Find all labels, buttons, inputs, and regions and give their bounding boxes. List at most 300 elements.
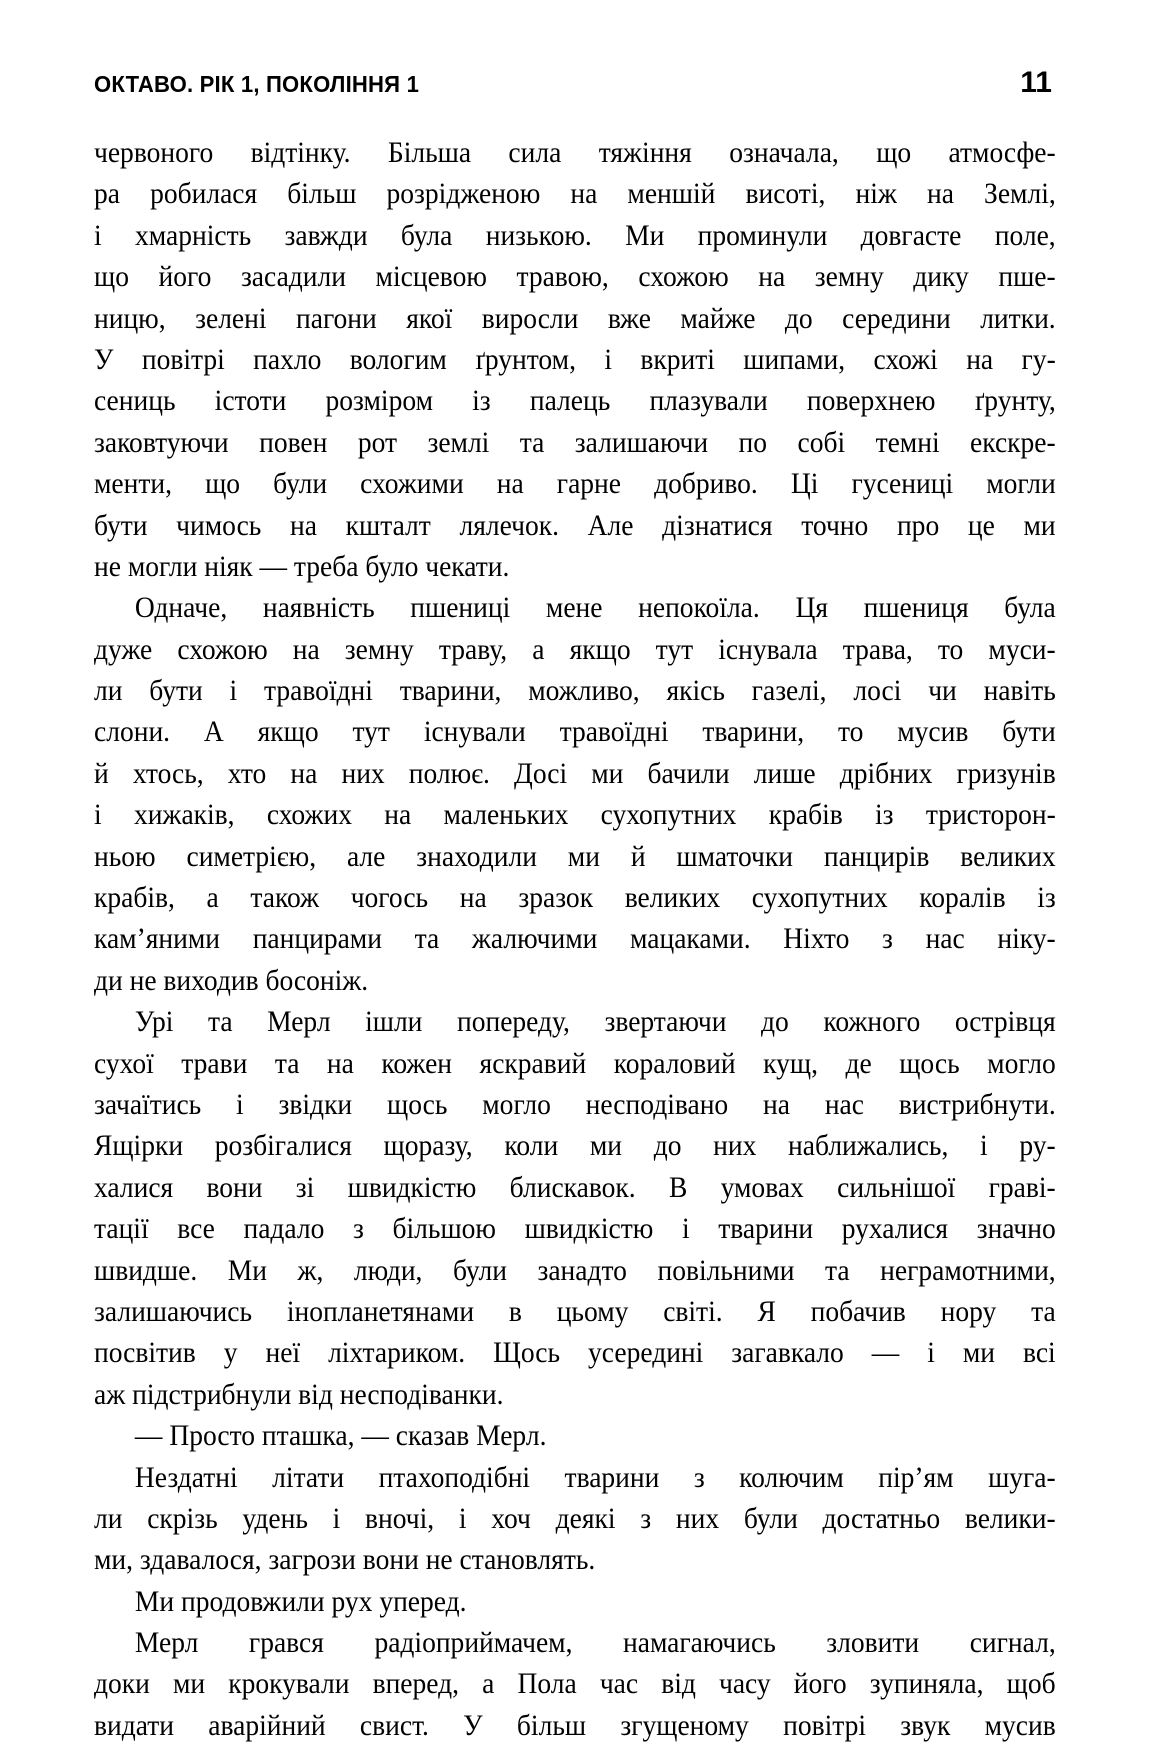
text-line xyxy=(94,1251,1056,1292)
word: травоїдні xyxy=(559,716,669,749)
text-line xyxy=(94,919,1056,960)
word: палець xyxy=(529,385,611,418)
word: ліхтариком. xyxy=(328,1337,466,1370)
word: засадили xyxy=(240,261,347,294)
word: світі. xyxy=(663,1295,723,1328)
word: сениць xyxy=(94,385,176,418)
text-line: аж підстрибнули від несподіванки. xyxy=(94,1378,504,1411)
word: його xyxy=(158,261,212,294)
word: чогось xyxy=(350,882,429,915)
word: і xyxy=(980,1130,988,1163)
word: пшениця xyxy=(863,592,969,625)
word: та xyxy=(1031,1295,1056,1328)
text-line xyxy=(94,174,1056,215)
word: загавкало xyxy=(731,1337,844,1370)
word: його xyxy=(793,1668,847,1701)
word: яскравий xyxy=(479,1047,587,1080)
word: могло xyxy=(482,1088,551,1121)
word: зелені xyxy=(195,302,267,335)
word: сухої xyxy=(94,1047,154,1080)
word: аварійний xyxy=(208,1709,326,1742)
word: щоразу, xyxy=(383,1130,473,1163)
word: мусив xyxy=(897,716,969,749)
word: щось xyxy=(387,1088,448,1121)
word: щоб xyxy=(1006,1668,1056,1701)
page-number: 11 xyxy=(1020,66,1052,99)
word: Урі xyxy=(134,1006,174,1039)
word: з xyxy=(882,923,893,956)
word: із xyxy=(472,385,491,418)
word: чимось xyxy=(176,509,262,542)
word: а xyxy=(206,882,219,915)
word: умовах xyxy=(720,1171,804,1204)
word: цьому xyxy=(556,1295,629,1328)
text-line xyxy=(94,1333,1056,1374)
word: значно xyxy=(976,1213,1056,1246)
text-line xyxy=(94,712,1056,753)
word: ми xyxy=(962,1337,996,1370)
word: були xyxy=(452,1254,507,1287)
word: пше- xyxy=(998,261,1056,294)
word: на xyxy=(758,261,786,294)
word: часу xyxy=(719,1668,771,1701)
word: якщо xyxy=(257,716,319,749)
word: то xyxy=(937,633,964,666)
word: дізнатися xyxy=(662,509,773,542)
word: на xyxy=(926,178,954,211)
word: зупиняла, xyxy=(869,1668,984,1701)
word: падало xyxy=(243,1213,325,1246)
word: середини xyxy=(842,302,951,335)
word: пагони xyxy=(295,302,377,335)
word: то xyxy=(837,716,864,749)
word: посвітив xyxy=(94,1337,196,1370)
word: і xyxy=(94,799,102,832)
word: тварини, xyxy=(702,716,805,749)
word: ли xyxy=(94,675,123,708)
word: час xyxy=(599,1668,639,1701)
word: тристорон- xyxy=(925,799,1056,832)
word: з xyxy=(693,1461,705,1494)
word: могли xyxy=(986,468,1056,501)
word: а xyxy=(482,1668,495,1701)
word: земну xyxy=(814,261,884,294)
word: вперед, xyxy=(372,1668,460,1701)
word: можливо, xyxy=(528,675,640,708)
word: них xyxy=(675,1502,720,1535)
word: лише xyxy=(753,757,816,790)
word: пір’ям xyxy=(878,1461,954,1494)
word: ру- xyxy=(1019,1130,1056,1163)
word: литки. xyxy=(980,302,1056,335)
word: повен xyxy=(259,426,328,459)
word: ж, xyxy=(297,1254,324,1287)
word: зразок xyxy=(518,882,594,915)
word: ніку- xyxy=(997,923,1056,956)
word: ніж xyxy=(855,178,897,211)
word: усередині xyxy=(588,1337,704,1370)
word: та xyxy=(207,1006,233,1039)
word: дрібних xyxy=(839,757,933,790)
text-line xyxy=(94,340,1056,381)
word: до xyxy=(784,302,813,335)
text-line xyxy=(94,1623,1056,1664)
word: повільними xyxy=(657,1254,795,1287)
word: острівця xyxy=(954,1006,1056,1039)
word: хмарність xyxy=(135,219,252,252)
word: місцевою xyxy=(375,261,487,294)
word: в xyxy=(508,1295,522,1328)
word: більшою xyxy=(392,1213,496,1246)
word: скрізь xyxy=(147,1502,218,1535)
word: вночі, xyxy=(365,1502,435,1535)
word: більш xyxy=(287,178,357,211)
word: на xyxy=(292,633,320,666)
word: вже xyxy=(607,302,651,335)
text-line: — Просто пташка, — сказав Мерл. xyxy=(134,1420,547,1453)
word: удень xyxy=(242,1502,308,1535)
word: дуже xyxy=(94,633,153,666)
word: що xyxy=(876,137,912,169)
word: крокували xyxy=(228,1668,350,1701)
word: шипами, xyxy=(743,343,846,376)
word: кам’яними xyxy=(94,923,221,956)
word: птахоподібні xyxy=(378,1461,531,1494)
word: була xyxy=(1004,592,1056,625)
word: жалючими xyxy=(471,923,598,956)
word: бути xyxy=(1002,716,1056,749)
word: залишаючи xyxy=(574,426,709,459)
word: вистрибнути. xyxy=(898,1088,1056,1121)
word: радіоприймачем, xyxy=(374,1627,573,1660)
word: що xyxy=(94,261,129,294)
word: тварини, xyxy=(399,675,502,708)
word: гусениці xyxy=(851,468,954,501)
word: полює. xyxy=(408,757,490,790)
word: і xyxy=(236,1088,244,1121)
text-line xyxy=(94,1664,1056,1705)
word: трави xyxy=(181,1047,248,1080)
word: непокоїла. xyxy=(638,592,760,625)
word: люди, xyxy=(353,1254,423,1287)
word: виросли xyxy=(481,302,579,335)
word: дику xyxy=(913,261,969,294)
word: всі xyxy=(1023,1337,1056,1370)
word: мусив xyxy=(984,1709,1056,1742)
word: робилася xyxy=(150,178,258,211)
word: й xyxy=(94,757,109,790)
text-line xyxy=(94,1209,1056,1250)
word: лялечок. xyxy=(459,509,559,542)
word: швидкістю xyxy=(347,1171,477,1204)
word: грався xyxy=(248,1627,324,1660)
word: ми xyxy=(172,1668,206,1701)
word: червоного xyxy=(94,137,214,169)
word: ли xyxy=(94,1502,123,1535)
word: Ці xyxy=(790,468,819,501)
word: В xyxy=(668,1171,688,1204)
word: все xyxy=(177,1213,215,1246)
word: достатньо xyxy=(822,1502,941,1535)
word: це xyxy=(967,509,995,542)
word: на xyxy=(966,343,994,376)
word: видати xyxy=(94,1709,174,1742)
word: сигнал, xyxy=(969,1627,1056,1660)
word: тації xyxy=(94,1213,149,1246)
word: сухопутних xyxy=(600,799,737,832)
word: схожими xyxy=(360,468,464,501)
word: відтінку. xyxy=(250,137,351,169)
word: звук xyxy=(900,1709,951,1742)
word: і xyxy=(94,219,102,252)
word: на xyxy=(459,882,487,915)
word: кожен xyxy=(381,1047,453,1080)
word: на xyxy=(496,468,524,501)
word: звідки xyxy=(278,1088,353,1121)
text-line xyxy=(94,795,1056,836)
word: ницю, xyxy=(94,302,166,335)
word: траву, xyxy=(438,633,508,666)
word: доки xyxy=(94,1668,150,1701)
text-line xyxy=(94,588,1056,629)
word: наближались, xyxy=(788,1130,949,1163)
word: та xyxy=(274,1047,300,1080)
word: завжди xyxy=(284,219,368,252)
word: У xyxy=(94,343,114,376)
word: трава, xyxy=(842,633,913,666)
word: на xyxy=(763,1088,790,1121)
word: розбігалися xyxy=(214,1130,352,1163)
word: ґрунту, xyxy=(974,385,1056,418)
word: повітрі xyxy=(783,1709,867,1742)
word: розміром xyxy=(325,385,433,418)
word: гарне xyxy=(556,468,622,501)
word: рот xyxy=(357,426,398,459)
word: бачили xyxy=(647,757,730,790)
word: наявність xyxy=(262,592,375,625)
word: і xyxy=(927,1337,935,1370)
word: з xyxy=(353,1213,364,1246)
word: довгасте xyxy=(860,219,962,252)
word: тут xyxy=(352,716,390,749)
word: літати xyxy=(272,1461,345,1494)
word: сухопутних xyxy=(751,882,888,915)
word: симетрією, xyxy=(186,840,317,873)
word: і xyxy=(229,675,238,708)
word: розрідженою xyxy=(386,178,541,211)
word: були xyxy=(743,1502,798,1535)
word: що xyxy=(205,468,241,501)
word: майже xyxy=(680,302,756,335)
word: них xyxy=(713,1130,757,1163)
word: швидкістю xyxy=(524,1213,654,1246)
word: вологим xyxy=(349,343,447,376)
word: ґрунтом, xyxy=(475,343,576,376)
word: інопланетянами xyxy=(286,1295,475,1328)
text-line xyxy=(94,1292,1056,1333)
word: висоті, xyxy=(745,178,826,211)
word: зі xyxy=(295,1171,315,1204)
word: бути xyxy=(149,675,203,708)
text-line: ди не виходив босоніж. xyxy=(94,964,369,997)
word: про xyxy=(896,509,940,542)
word: менти, xyxy=(94,468,173,501)
word: поле, xyxy=(994,219,1056,252)
word: більш xyxy=(516,1709,587,1742)
word: — xyxy=(871,1337,900,1370)
word: вони xyxy=(206,1171,263,1204)
text-line xyxy=(94,423,1056,464)
word: Більша xyxy=(387,137,472,169)
word: до xyxy=(653,1130,682,1163)
word: по xyxy=(738,426,768,459)
text-line xyxy=(94,1085,1056,1126)
word: тяжіння xyxy=(598,137,692,169)
word: на xyxy=(290,757,318,790)
word: хто xyxy=(227,757,267,790)
word: від xyxy=(661,1668,696,1701)
word: граві- xyxy=(988,1171,1056,1204)
text-line xyxy=(94,1126,1056,1167)
word: Мерл xyxy=(267,1006,331,1039)
word: великих xyxy=(624,882,721,915)
word: рухалися xyxy=(841,1213,949,1246)
text-line xyxy=(94,630,1056,671)
word: кожного xyxy=(823,1006,921,1039)
word: поверхнею xyxy=(806,385,936,418)
word: коли xyxy=(504,1130,559,1163)
word: повітрі xyxy=(141,343,225,376)
word: муси- xyxy=(988,633,1056,666)
word: гу- xyxy=(1021,343,1056,376)
text-line xyxy=(94,1706,1056,1747)
word: хижаків, xyxy=(133,799,235,832)
word: колючим xyxy=(739,1461,844,1494)
word: гризунів xyxy=(956,757,1056,790)
word: схожі xyxy=(873,343,938,376)
word: несподівано xyxy=(585,1088,729,1121)
word: ішли xyxy=(365,1006,423,1039)
word: Мерл xyxy=(134,1627,199,1660)
word: великих xyxy=(960,840,1056,873)
word: схожих xyxy=(266,799,353,832)
text-line xyxy=(94,216,1056,257)
word: Але xyxy=(587,509,634,542)
word: чи xyxy=(928,675,957,708)
word: на xyxy=(570,178,598,211)
word: намагаючись xyxy=(623,1627,776,1660)
word: блискавок. xyxy=(509,1171,636,1204)
word: пшениці xyxy=(410,592,511,625)
word: вкриті xyxy=(640,343,715,376)
word: була xyxy=(400,219,453,252)
word: тварини xyxy=(564,1461,660,1494)
word: та xyxy=(519,426,545,459)
word: на xyxy=(384,799,412,832)
word: халися xyxy=(94,1171,174,1204)
text-line xyxy=(94,878,1056,919)
text-line xyxy=(94,1002,1056,1043)
word: де xyxy=(845,1047,872,1080)
word: Землі, xyxy=(984,178,1056,211)
word: до xyxy=(761,1006,789,1039)
word: травою, xyxy=(516,261,609,294)
word: лосі xyxy=(853,675,902,708)
word: Досі xyxy=(514,757,568,790)
word: на xyxy=(290,509,317,542)
word: із xyxy=(1037,882,1056,915)
word: могло xyxy=(987,1047,1056,1080)
word: у xyxy=(223,1337,238,1370)
text-line xyxy=(94,671,1056,712)
word: бути xyxy=(94,509,148,542)
word: та xyxy=(414,923,440,956)
word: якої xyxy=(406,302,453,335)
word: кущ, xyxy=(763,1047,818,1080)
word: схожою xyxy=(177,633,268,666)
word: щось xyxy=(899,1047,960,1080)
word: Ця xyxy=(795,592,828,625)
word: швидше. xyxy=(94,1254,198,1287)
word: собі xyxy=(797,426,846,459)
word: означала, xyxy=(729,137,839,169)
word: сила xyxy=(508,137,562,169)
text-line xyxy=(94,299,1056,340)
word: Пола xyxy=(517,1668,577,1701)
word: газелі, xyxy=(751,675,827,708)
word: існувала xyxy=(718,633,818,666)
word: попереду, xyxy=(456,1006,570,1039)
word: залишаючись xyxy=(94,1295,253,1328)
word: мене xyxy=(545,592,603,625)
word: атмосфе- xyxy=(948,137,1056,169)
word: ньою xyxy=(94,840,156,873)
word: схожою xyxy=(638,261,729,294)
word: коралів xyxy=(919,882,1006,915)
text-line xyxy=(94,1168,1056,1209)
word: з xyxy=(640,1502,652,1535)
word: були xyxy=(273,468,328,501)
running-head xyxy=(94,68,1052,112)
word: проминули xyxy=(697,219,828,252)
word: А xyxy=(203,716,224,749)
word: ми xyxy=(589,1130,623,1163)
word: занадто xyxy=(537,1254,627,1287)
word: якісь xyxy=(666,675,725,708)
word: кшталт xyxy=(345,509,431,542)
word: заковтуючи xyxy=(94,426,229,459)
word: неї xyxy=(265,1337,301,1370)
text-line xyxy=(94,1044,1056,1085)
word: деякі xyxy=(555,1502,616,1535)
word: тут xyxy=(655,633,694,666)
text-line xyxy=(94,381,1056,422)
word: побачив xyxy=(810,1295,906,1328)
text-line: Ми продовжили рух уперед. xyxy=(134,1585,467,1618)
text-line xyxy=(94,754,1056,795)
word: на xyxy=(326,1047,354,1080)
text-line: ми, здавалося, загрози вони не становлять. xyxy=(94,1544,596,1577)
word: нору xyxy=(940,1295,997,1328)
word: і xyxy=(332,1502,341,1535)
word: істоти xyxy=(214,385,287,418)
word: і xyxy=(681,1213,690,1246)
word: якщо xyxy=(569,633,631,666)
body-text-block xyxy=(94,133,1056,1747)
word: Одначе, xyxy=(134,592,228,625)
text-line xyxy=(94,133,1056,174)
word: низькою. xyxy=(485,219,592,252)
